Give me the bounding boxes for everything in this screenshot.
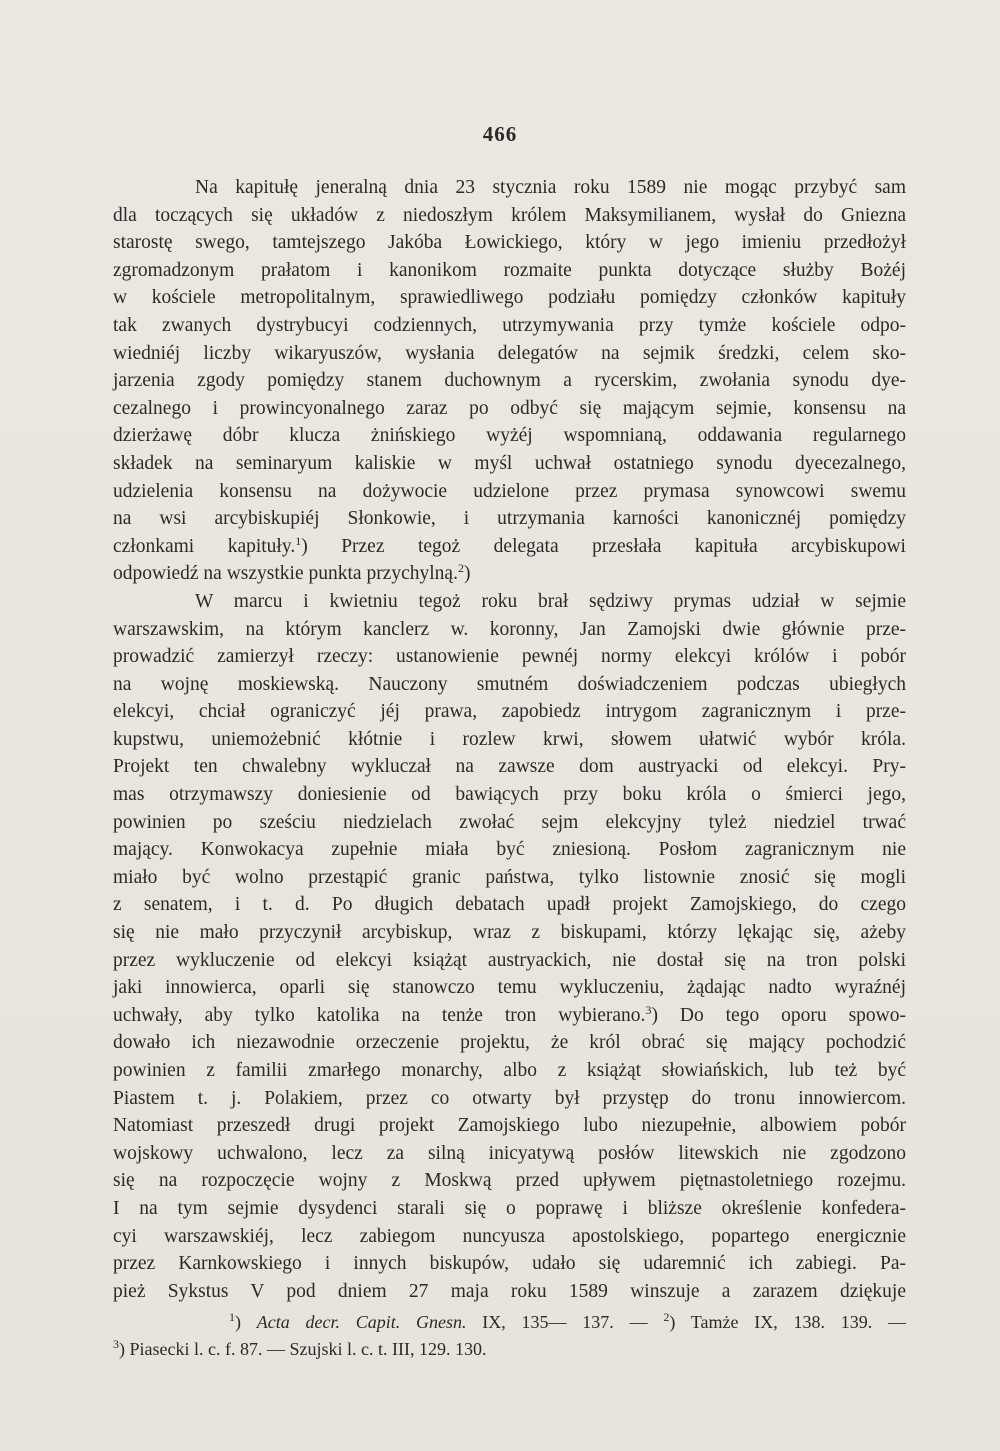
text-line: I na tym sejmie dysydenci starali się o poprawę i bliższe określenie konfedera- xyxy=(113,1197,906,1219)
text-line: Na kapitułę jeneralną dnia 23 stycznia roku 1589 nie mogąc przybyć sam xyxy=(195,177,906,198)
text-line: się na rozpoczęcie wojny z Moskwą przed upływem piętnastoletniego rozejmu. xyxy=(113,1170,906,1192)
text-line: Natomiast przeszedł drugi projekt Zamojskiego lubo niezupełnie, albowiem pobór xyxy=(113,1115,906,1137)
text-line: warszawskim, na którym kanclerz w. koronny, Jan Zamojski dwie głównie prze- xyxy=(113,618,906,640)
text-line: zgromadzonym prałatom i kanonikom rozmaite punkta dotyczące służby Bożéj xyxy=(113,259,906,281)
text-segment: członkami kapituły. xyxy=(113,535,296,557)
text-line: Projekt ten chwalebny wykluczał na zawsze dom austryacki od elekcyi. Pry- xyxy=(113,756,906,778)
text-line: powinien po sześciu niedzielach zwołać sejm elekcyjny tyleż niedziel trwać xyxy=(113,811,906,833)
text-line: z senatem, i t. d. Po długich debatach upadł projekt Zamojskiego, do czego xyxy=(113,894,906,916)
text-line: wojskowy uchwalono, lecz za silną inicyatywą posłów litewskich nie zgodzono xyxy=(113,1142,906,1164)
text-line: kupstwu, uniemożebnić kłótnie i rozlew krwi, słowem ułatwić wybór króla. xyxy=(113,728,906,750)
footnote-ref-1: 1 xyxy=(295,533,302,548)
text-line: mas otrzymawszy doniesienie od bawiących przy boku króla o śmierci jego, xyxy=(113,784,906,806)
text-line: powinien z familii zmarłego monarchy, albo z książąt słowiańskich, lub też być xyxy=(113,1060,906,1081)
text-line: przez wykluczenie od elekcyi książąt austryackich, nie dostał się na tron polski xyxy=(113,949,906,971)
footnote-text: IX, 135— 137. — xyxy=(466,1312,664,1332)
paragraph-2-continued xyxy=(113,1029,906,1305)
text-segment: odpowiedź na wszystkie punkta przychylną. xyxy=(113,563,458,585)
text-line: miało być wolno przestąpić granic państwa, tylko listownie znosić się mogli xyxy=(113,866,906,888)
text-line xyxy=(113,560,906,588)
footnote-line xyxy=(113,1336,906,1363)
footnote-source-title: Acta decr. Capit. Gnesn. xyxy=(256,1312,467,1332)
text-line: cezalnego i prowincyonalnego zaraz po odbyć się mającym sejmie, konsensu na xyxy=(113,397,906,419)
text-segment: ) xyxy=(463,563,471,585)
text-line: W marcu i kwietniu tegoż roku brał sędziwy prymas udział w sejmie xyxy=(195,590,906,612)
footnote-line: $^1$) Acta decr. Capit. Gnesn. IX, 135— 137. — $^2$) Tamże IX, 138. 139. — xyxy=(229,1310,906,1332)
text-line: tak zwanych dystrybucyi codziennych, utrzymywania przy tymże kościele odpo- xyxy=(113,314,906,336)
text-line: na wojnę moskiewską. Nauczony smutném doświadczeniem podczas ubiegłych xyxy=(113,673,906,695)
text-line: Piastem t. j. Polakiem, przez co otwarty był przystęp do tronu innowiercom. xyxy=(113,1087,906,1109)
text-line: w kościele metropolitalnym, sprawiedliwego podziału pomiędzy członków kapituły xyxy=(113,287,906,309)
body-text xyxy=(113,174,906,1305)
text-segment: ) Przez tegoż delegata przesłała kapituła arcybiskupowi xyxy=(301,535,906,557)
text-line: dla toczących się układów z niedoszłym królem Maksymilianem, wysłał do Gniezna xyxy=(113,204,906,226)
footnote-text: ) Piasecki l. c. f. 87. — Szujski l. c. t. III, 129. 130. xyxy=(119,1339,487,1359)
text-line: prowadzić zamierzył rzeczy: ustanowienie pewnéj normy elekcyi królów i pobór xyxy=(113,646,906,668)
text-line xyxy=(113,1002,906,1030)
footnote-ref-2: 2 xyxy=(457,561,464,576)
text-line: jarzenia zgody pomiędzy stanem duchownym a rycerskim, zwołania synodu dye- xyxy=(113,370,906,392)
text-line: jaki innowierca, oparli się stanowczo temu wykluczeniu, żądając nadto wyraźnéj xyxy=(113,977,906,999)
footnote-mark: 3 xyxy=(113,1337,119,1351)
text-line xyxy=(113,533,906,561)
text-line: elekcyi, chciał ograniczyć jéj prawa, zapobiedz intrygom zagranicznym i prze- xyxy=(113,701,906,723)
text-line: cyi warszawskiéj, lecz zabiegom nuncyusza apostolskiego, popartego energicznie xyxy=(113,1225,906,1247)
text-line: dzierżawę dóbr klucza żnińskiego wyżéj wspomnianą, oddawania regularnego xyxy=(113,425,906,447)
text-line: przez Karnkowskiego i innych biskupów, udało się udaremnić ich zabiegi. Pa- xyxy=(113,1253,906,1275)
footnote-mark: 2 xyxy=(663,1310,670,1324)
text-line: się nie mało przyczynił arcybiskup, wraz z biskupami, którzy lękając się, ażeby xyxy=(113,922,906,944)
paragraph-1 xyxy=(113,174,906,533)
text-line: mający. Konwokacya zupełnie miała być zniesioną. Posłom zagranicznym nie xyxy=(113,839,906,861)
paragraph-2 xyxy=(113,588,906,1002)
footnote-mark: 1 xyxy=(229,1310,235,1324)
text-segment: ) Do tego oporu spowo- xyxy=(651,1004,907,1026)
text-line: składek na seminaryum kaliskie w myśl uchwał ostatniego synodu dyecezalnego, xyxy=(113,452,906,474)
text-line: na wsi arcybiskupiéj Słonkowie, i utrzymania karności kanonicznéj pomiędzy xyxy=(113,508,906,530)
text-line: wiedniéj liczby wikaryuszów, wysłania delegatów na sejmik średzki, celem sko- xyxy=(113,342,906,364)
text-line: starostę swego, tamtejszego Jakóba Łowickiego, który w jego imieniu przedłożył xyxy=(113,232,906,254)
footnote-text: ) Tamże IX, 138. 139. — xyxy=(669,1312,906,1332)
footnote-ref-3: 3 xyxy=(645,1002,652,1017)
page-number: 466 xyxy=(482,122,518,146)
text-line: pież Sykstus V pod dniem 27 maja roku 1589 winszuje a zarazem dziękuje xyxy=(113,1280,906,1302)
footnotes xyxy=(113,1309,906,1363)
text-segment: uchwały, aby tylko katolika na tenże tron wybierano. xyxy=(113,1004,646,1026)
text-line: dowało ich niezawodnie orzeczenie projektu, że król obrać się mający pochodzić xyxy=(113,1032,906,1054)
text-line: udzielenia konsensu na dożywocie udzielone przez prymasa synowcowi swemu xyxy=(113,480,906,502)
